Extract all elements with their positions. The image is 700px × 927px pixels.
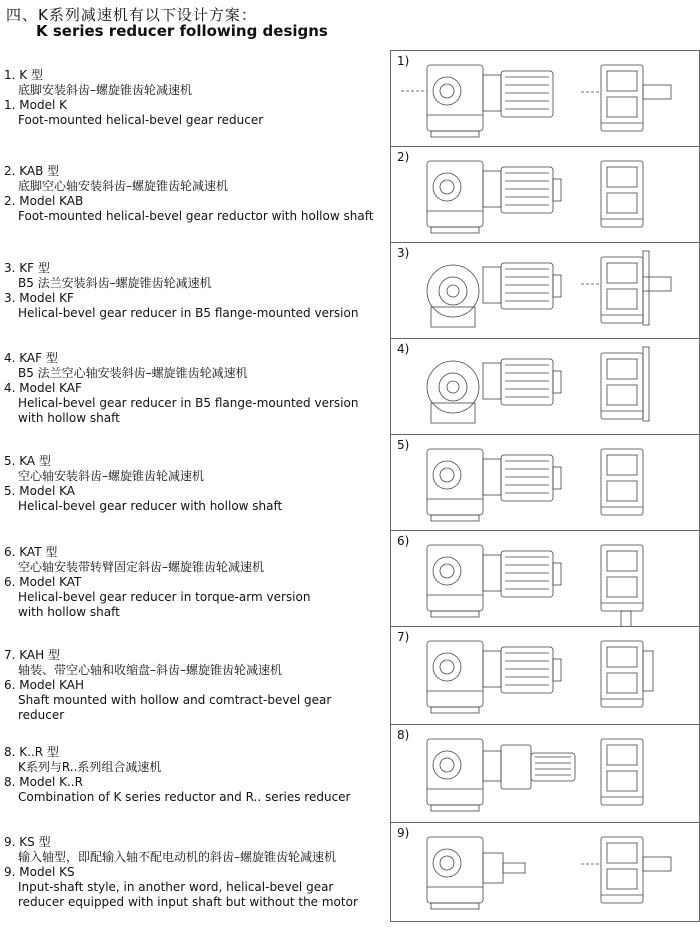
design-model: 3. Model KF bbox=[4, 291, 74, 305]
diagram-number: 8) bbox=[397, 728, 410, 742]
design-type-cn: 9. KS 型 bbox=[4, 835, 51, 849]
reducer-drawing bbox=[391, 627, 699, 725]
diagram-number: 1) bbox=[397, 54, 410, 68]
design-entry-k bbox=[4, 68, 379, 128]
design-entry-ks bbox=[4, 835, 379, 910]
design-type-cn: 1. K 型 bbox=[4, 68, 43, 82]
reducer-drawing bbox=[391, 339, 699, 435]
design-model: 6. Model KAT bbox=[4, 575, 82, 589]
reducer-drawing bbox=[391, 51, 699, 147]
reducer-drawing bbox=[391, 243, 699, 339]
design-entry-ka bbox=[4, 454, 379, 514]
design-desc-en: Foot-mounted helical-bevel gear reducer bbox=[18, 113, 264, 127]
design-entry-kat bbox=[4, 545, 379, 620]
design-model: 1. Model K bbox=[4, 98, 67, 112]
design-type-cn: 6. KAT 型 bbox=[4, 545, 58, 559]
design-desc-en: Helical-bevel gear reducer in B5 flange-mounted version bbox=[18, 306, 359, 320]
reducer-drawing bbox=[391, 531, 699, 627]
diagram-number: 2) bbox=[397, 150, 410, 164]
diagram-panel-kab bbox=[390, 146, 700, 243]
design-desc-en: Combination of K series reductor and R.. series reducer bbox=[18, 790, 351, 804]
diagram-panel-k bbox=[390, 50, 700, 147]
design-type-cn: 7. KAH 型 bbox=[4, 648, 60, 662]
page-heading-en: K series reducer following designs bbox=[36, 22, 328, 40]
design-desc-cn: 空心轴安装斜齿–螺旋锥齿轮减速机 bbox=[18, 469, 205, 483]
diagram-number: 9) bbox=[397, 826, 410, 840]
diagram-number: 6) bbox=[397, 534, 410, 548]
design-type-cn: 3. KF 型 bbox=[4, 261, 50, 275]
design-entry-kf bbox=[4, 261, 379, 321]
reducer-drawing bbox=[391, 147, 699, 243]
design-entry-kaf bbox=[4, 351, 379, 426]
design-desc-cn: 空心轴安装带转臂固定斜齿–螺旋锥齿轮减速机 bbox=[18, 560, 265, 574]
design-entry-kah bbox=[4, 648, 379, 723]
design-desc-cn: K系列与R..系列组合减速机 bbox=[18, 760, 162, 774]
design-desc-cn: B5 法兰安装斜齿–螺旋锥齿轮减速机 bbox=[18, 276, 212, 290]
reducer-drawing bbox=[391, 725, 699, 823]
design-desc-en: Shaft mounted with hollow and comtract-bevel gear reducer bbox=[18, 693, 332, 722]
diagram-panel-ks bbox=[390, 822, 700, 922]
design-model: 6. Model KAH bbox=[4, 678, 84, 692]
page-heading-cn: 四、K系列减速机有以下设计方案： bbox=[6, 6, 257, 24]
diagram-panel-ka bbox=[390, 434, 700, 531]
design-desc-cn: B5 法兰空心轴安装斜齿–螺旋锥齿轮减速机 bbox=[18, 366, 248, 380]
design-type-cn: 4. KAF 型 bbox=[4, 351, 58, 365]
design-model: 5. Model KA bbox=[4, 484, 75, 498]
design-type-cn: 8. K..R 型 bbox=[4, 745, 59, 759]
diagram-panel-kaf bbox=[390, 338, 700, 435]
design-model: 8. Model K..R bbox=[4, 775, 83, 789]
design-desc-cn: 底脚空心轴安装斜齿–螺旋锥齿轮减速机 bbox=[18, 179, 229, 193]
design-model: 2. Model KAB bbox=[4, 194, 84, 208]
diagram-panel-kr bbox=[390, 724, 700, 823]
diagram-number: 7) bbox=[397, 630, 410, 644]
design-type-cn: 2. KAB 型 bbox=[4, 164, 60, 178]
design-entry-kr bbox=[4, 745, 379, 805]
diagram-panel-kat bbox=[390, 530, 700, 627]
design-desc-en: Helical-bevel gear reducer with hollow shaft bbox=[18, 499, 283, 513]
diagram-panel-kah bbox=[390, 626, 700, 725]
design-desc-en: Helical-bevel gear reducer in torque-arm version with hollow shaft bbox=[18, 590, 311, 619]
design-desc-en: Helical-bevel gear reducer in B5 flange-mounted version with hollow shaft bbox=[18, 396, 359, 425]
design-entry-kab bbox=[4, 164, 379, 224]
design-desc-cn: 底脚安装斜齿–螺旋锥齿轮减速机 bbox=[18, 83, 193, 97]
design-model: 4. Model KAF bbox=[4, 381, 82, 395]
design-desc-cn: 输入轴型，即配输入轴不配电动机的斜齿–螺旋锥齿轮减速机 bbox=[18, 850, 337, 864]
diagram-number: 4) bbox=[397, 342, 410, 356]
reducer-drawing bbox=[391, 435, 699, 531]
design-desc-en: Input-shaft style, in another word, helical-bevel gear reducer equipped with input shaft but without the motor bbox=[18, 880, 358, 909]
design-type-cn: 5. KA 型 bbox=[4, 454, 51, 468]
design-desc-en: Foot-mounted helical-bevel gear reductor with hollow shaft bbox=[18, 209, 374, 223]
design-model: 9. Model KS bbox=[4, 865, 75, 879]
diagram-panel-kf bbox=[390, 242, 700, 339]
reducer-drawing bbox=[391, 823, 699, 921]
diagram-number: 3) bbox=[397, 246, 410, 260]
design-desc-cn: 轴装、带空心轴和收缩盘–斜齿–螺旋锥齿轮减速机 bbox=[18, 663, 283, 677]
diagram-number: 5) bbox=[397, 438, 410, 452]
